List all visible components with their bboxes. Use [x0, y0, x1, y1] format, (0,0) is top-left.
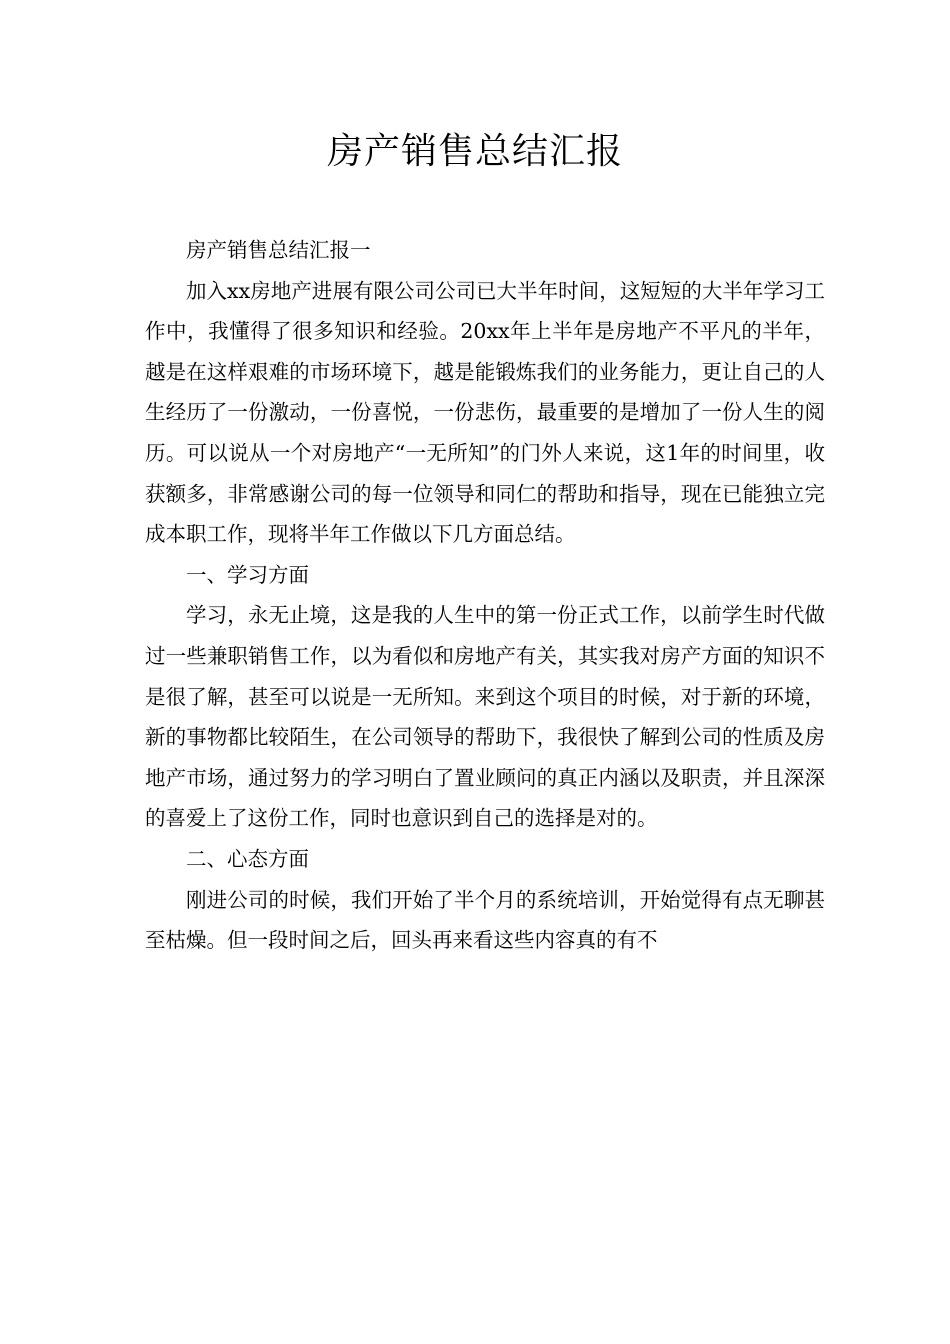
paragraph-intro: 加入xx房地产进展有限公司公司已大半年时间，这短短的大半年学习工作中，我懂得了很多知识和经验。20xx年上半年是房地产不平凡的半年，越是在这样艰难的市场环境下，越是能锻炼我们的业务能力，更让自己的人生经历了一份激动，一份喜悦，一份悲伤，最重要的是增加了一份人生的阅历。可以说从一个对房地产“一无所知”的门外人来说，这1年的时间里，收获额多，非常感谢公司的每一位领导和同仁的帮助和指导，现在已能独立完成本职工作，现将半年工作做以下几方面总结。 [145, 278, 825, 547]
document-title: 房产销售总结汇报 [326, 131, 623, 172]
paragraph-mindset: 刚进公司的时候，我们开始了半个月的系统培训，开始觉得有点无聊甚至枯燥。但一段时间之后，回头再来看这些内容真的有不 [145, 887, 825, 953]
heading-learning: 一、学习方面 [186, 562, 309, 587]
heading-mindset: 二、心态方面 [186, 846, 309, 871]
paragraph-learning: 学习，永无止境，这是我的人生中的第一份正式工作，以前学生时代做过一些兼职销售工作，以为看似和房地产有关，其实我对房产方面的知识不是很了解，甚至可以说是一无所知。来到这个项目的时候，对于新的环境，新的事物都比较陌生，在公司领导的帮助下，我很快了解到公司的性质及房地产市场，通过努力的学习明白了置业顾问的真正内涵以及职责，并且深深的喜爱上了这份工作，同时也意识到自己的选择是对的。 [145, 603, 825, 831]
paragraph-section-heading: 房产销售总结汇报一 [186, 238, 371, 262]
document-body [145, 230, 825, 961]
